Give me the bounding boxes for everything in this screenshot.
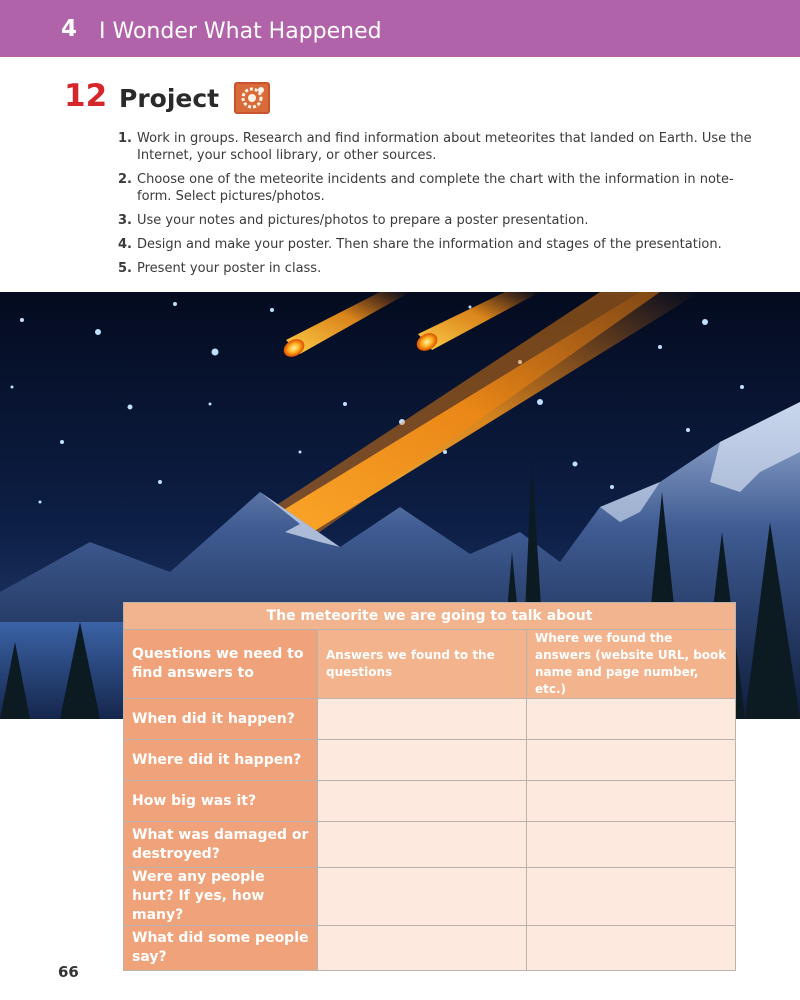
unit-header-band: [0, 0, 800, 57]
meteorite-chart: [123, 602, 736, 971]
instruction-text: Work in groups. Research and find information about meteorites that landed on Earth. Use the Internet, your school library, or other sources.: [137, 131, 752, 163]
instruction-text: Choose one of the meteorite incidents and complete the chart with the information in note-form. Select pictures/photos.: [137, 172, 734, 204]
source-cell[interactable]: [527, 868, 736, 926]
chart-title-row: [124, 603, 736, 630]
answer-cell[interactable]: [318, 699, 527, 740]
answer-cell[interactable]: [318, 868, 527, 926]
chart-header-row: [124, 630, 736, 699]
question-cell: How big was it?: [124, 781, 318, 822]
unit-title: I Wonder What Happened: [99, 19, 382, 44]
instruction-item: [118, 171, 758, 205]
column-header-sources: Where we found the answers (website URL, book name and page number, etc.): [527, 630, 736, 699]
instruction-number: 5.: [118, 261, 132, 276]
column-header-questions: Questions we need to find answers to: [124, 630, 318, 699]
page-number: 66: [58, 963, 79, 981]
table-row: [124, 868, 736, 926]
answer-cell[interactable]: [318, 740, 527, 781]
column-header-answers: Answers we found to the questions: [318, 630, 527, 699]
instruction-item: [118, 212, 758, 229]
section-number: 12: [64, 78, 108, 114]
question-cell: Were any people hurt? If yes, how many?: [124, 868, 318, 926]
instruction-number: 3.: [118, 213, 132, 228]
question-cell: What was damaged or destroyed?: [124, 822, 318, 868]
table-row: [124, 781, 736, 822]
answer-cell[interactable]: [318, 926, 527, 971]
instruction-text: Present your poster in class.: [137, 261, 322, 276]
question-cell: When did it happen?: [124, 699, 318, 740]
source-cell[interactable]: [527, 822, 736, 868]
source-cell[interactable]: [527, 699, 736, 740]
instruction-item: [118, 260, 758, 277]
source-cell[interactable]: [527, 740, 736, 781]
section-title: Project: [119, 84, 220, 113]
chart-title: The meteorite we are going to talk about: [124, 603, 736, 630]
source-cell[interactable]: [527, 781, 736, 822]
instruction-text: Design and make your poster. Then share the information and stages of the presentation.: [137, 237, 722, 252]
table-row: [124, 699, 736, 740]
instruction-number: 4.: [118, 237, 132, 252]
instruction-number: 2.: [118, 172, 132, 187]
question-cell: What did some people say?: [124, 926, 318, 971]
project-gear-icon: [234, 82, 270, 114]
question-cell: Where did it happen?: [124, 740, 318, 781]
instruction-item: [118, 236, 758, 253]
instruction-text: Use your notes and pictures/photos to prepare a poster presentation.: [137, 213, 589, 228]
instruction-list: [118, 130, 758, 284]
answer-cell[interactable]: [318, 781, 527, 822]
source-cell[interactable]: [527, 926, 736, 971]
answer-cell[interactable]: [318, 822, 527, 868]
instruction-number: 1.: [118, 131, 132, 146]
table-row: [124, 926, 736, 971]
table-row: [124, 740, 736, 781]
instruction-item: [118, 130, 758, 164]
unit-number: 4: [61, 16, 78, 42]
table-row: [124, 822, 736, 868]
